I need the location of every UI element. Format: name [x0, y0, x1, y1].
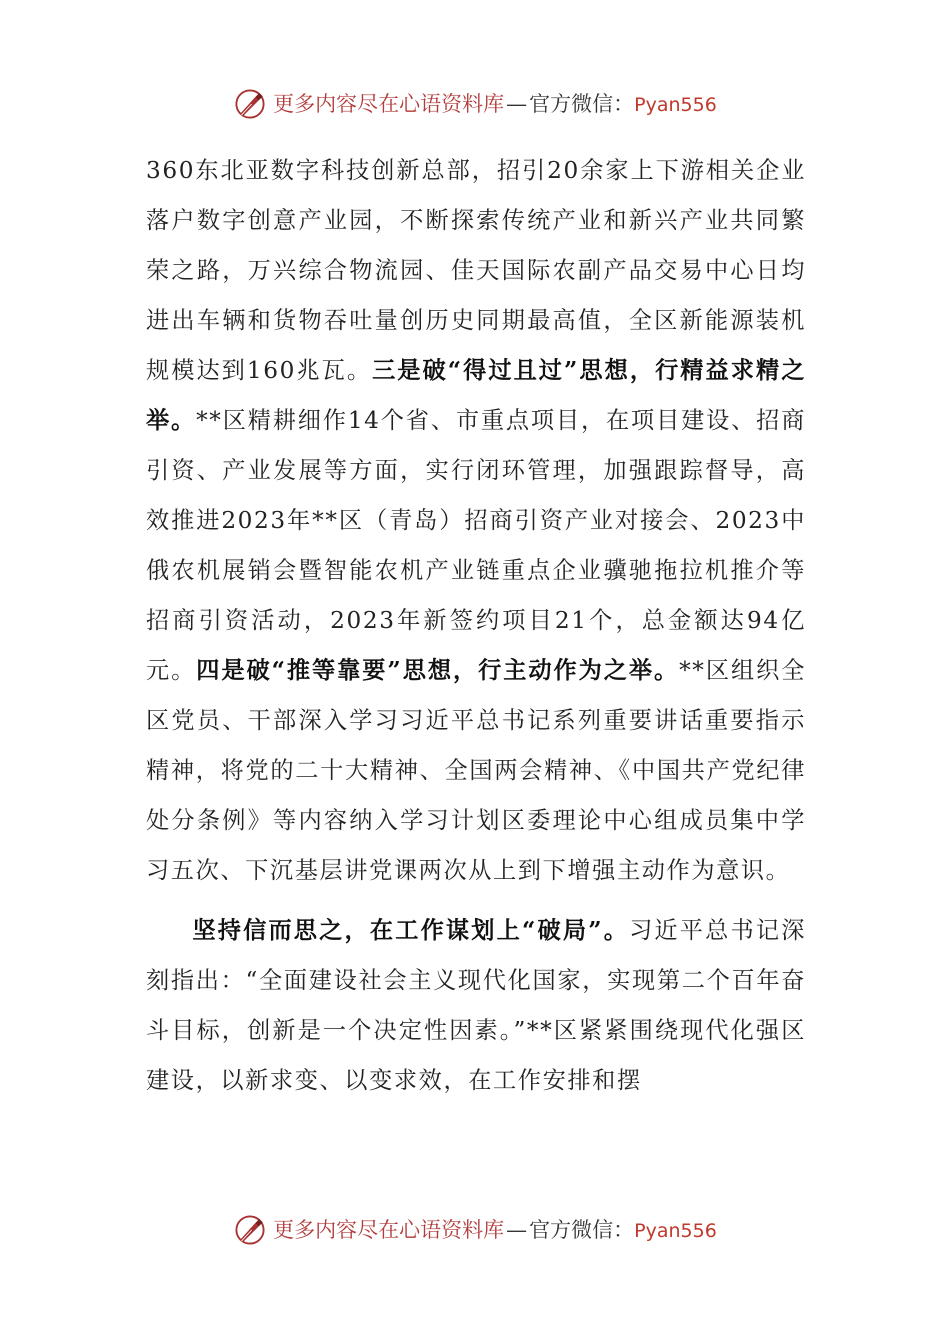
- footer-banner: [0, 1210, 950, 1250]
- paragraph-2-heading: 坚持信而思之，在工作谋划上“破局”。: [192, 917, 630, 944]
- banner-wechat-id: Pyan556: [634, 1219, 717, 1242]
- paragraph-1-text-1: 360东北亚数字科技创新总部，招引20余家上下游相关企业落户数字创意产业园，不断探索传统产业和新兴产业共同繁荣之路，万兴综合物流园、佳天国际农副产品交易中心日均进出车辆和货物吞吐量创历史同期最高值，全区新能源装机规模达到160兆瓦。: [146, 157, 806, 384]
- paragraph-1-text-2: **区精耕细作14个省、市重点项目，在项目建设、招商引资、产业发展等方面，实行闭环管理，加强跟踪督导，高效推进2023年**区（青岛）招商引资产业对接会、2023中俄农机展销会暨智能农机产业链重点企业骥驰拖拉机推介等招商引资活动，2023年新签约项目21个，总金额达94亿元。: [146, 407, 806, 684]
- banner-separator: —: [506, 91, 528, 116]
- paragraph-1-heading-3: 三是破“得过且过”思想，行精益求精之举。: [146, 357, 806, 434]
- banner-text: [273, 1210, 717, 1251]
- banner-separator: —: [506, 1217, 528, 1242]
- pen-nib-logo-icon: [233, 87, 267, 121]
- header-banner: [0, 84, 950, 124]
- document-body: [146, 146, 806, 1106]
- banner-wechat-id: Pyan556: [634, 93, 717, 116]
- banner-text: [273, 84, 717, 125]
- pen-nib-logo-icon: [233, 1213, 267, 1247]
- paragraph-1-text-3: **区组织全区党员、干部深入学习习近平总书记系列重要讲话重要指示精神，将党的二十大精神、全国两会精神、《中国共产党纪律处分条例》等内容纳入学习计划区委理论中心组成员集中学习五次、下沉基层讲党课两次从上到下增强主动作为意识。: [146, 657, 806, 884]
- paragraph-1-heading-4: 四是破“推等靠要”思想，行主动作为之举。: [196, 657, 680, 684]
- banner-main-text: 更多内容尽在心语资料库: [273, 1217, 505, 1242]
- banner-official-label: 官方微信：: [529, 1217, 635, 1242]
- paragraph-2: [146, 906, 806, 1106]
- paragraph-1: [146, 146, 806, 896]
- banner-main-text: 更多内容尽在心语资料库: [273, 91, 505, 116]
- paragraph-2-text: 习近平总书记深刻指出：“全面建设社会主义现代化国家，实现第二个百年奋斗目标，创新是一个决定性因素。”**区紧紧围绕现代化强区建设，以新求变、以变求效，在工作安排和摆: [146, 917, 806, 1094]
- banner-official-label: 官方微信：: [529, 91, 635, 116]
